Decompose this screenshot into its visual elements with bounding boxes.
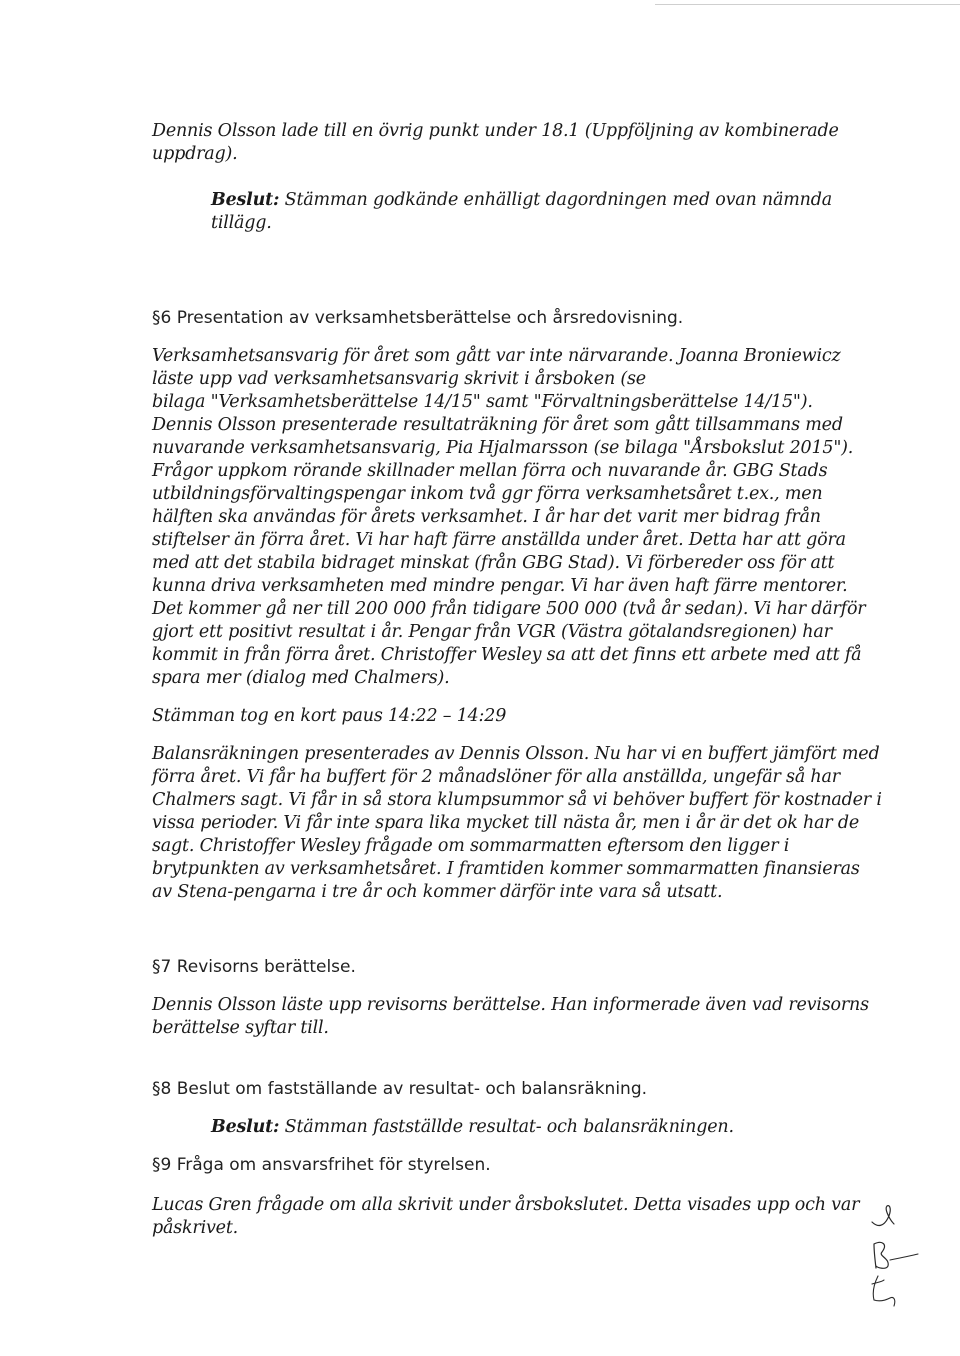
section-6-line: stiftelser än förra året. Vi har haft färre anställda under året. Detta har att göra xyxy=(152,530,846,550)
section-heading: §9 Fråga om ansvarsfrihet för styrelsen. xyxy=(152,1155,491,1175)
section-6-line: gjort ett positivt resultat i år. Pengar från VGR (Västra götalandsregionen) har xyxy=(152,622,832,642)
section-6-line: med att det stabila bidraget minskat (från GBG Stad). Vi förbereder oss för att xyxy=(152,553,835,573)
decision-line xyxy=(211,1116,734,1139)
balance-line: Chalmers sagt. Vi får in så stora klumpsummor så vi behöver buffert för kostnader i xyxy=(152,790,882,810)
section-6-line: Det kommer gå ner till 200 000 från tidigare 500 000 (två år sedan). Vi har därför xyxy=(152,599,866,619)
section-9-line: påskrivet. xyxy=(152,1218,239,1238)
decision-text: Stämman fastställde resultat- och balansräkningen. xyxy=(279,1117,734,1137)
section-heading: §8 Beslut om fastställande av resultat- och balansräkning. xyxy=(152,1079,648,1099)
section-6-line: utbildningsförvaltingspengar inkom två ggr förra verksamhetsåret t.ex., men xyxy=(152,484,823,504)
balance-line: brytpunkten av verksamhetsåret. I framtiden kommer sommarmatten finansieras xyxy=(152,859,860,879)
paragraph-line: Dennis Olsson lade till en övrig punkt under 18.1 (Uppföljning av kombinerade xyxy=(152,121,839,141)
handwritten-initials xyxy=(860,1200,920,1310)
paragraph-line: uppdrag). xyxy=(152,144,238,164)
section-6-line: bilaga "Verksamhetsberättelse 14/15" samt "Förvaltningsberättelse 14/15"). xyxy=(152,392,813,412)
section-7-line: Dennis Olsson läste upp revisorns berättelse. Han informerade även vad revisorns xyxy=(152,995,869,1015)
balance-line: sagt. Christoffer Wesley frågade om sommarmatten eftersom den ligger i xyxy=(152,836,790,856)
decision-label: Beslut: xyxy=(211,190,280,210)
section-6-line: Frågor uppkom rörande skillnader mellan förra och nuvarande år. GBG Stads xyxy=(152,461,828,481)
decision-line xyxy=(211,189,832,212)
decision-line: tillägg. xyxy=(211,213,272,233)
section-6-line: Dennis Olsson presenterade resultaträkning för året som gått tillsammans med xyxy=(152,415,843,435)
section-6-line: kunna driva verksamheten med mindre pengar. Vi har även haft färre mentorer. xyxy=(152,576,848,596)
decision-text: Stämman godkände enhälligt dagordningen med ovan nämnda xyxy=(279,190,832,210)
break-note: Stämman tog en kort paus 14:22 – 14:29 xyxy=(152,706,507,726)
section-6-line: spara mer (dialog med Chalmers). xyxy=(152,668,450,688)
section-6-line: Verksamhetsansvarig för året som gått var inte närvarande. Joanna Broniewicz xyxy=(152,346,841,366)
section-heading: §6 Presentation av verksamhetsberättelse och årsredovisning. xyxy=(152,308,684,328)
balance-line: vissa perioder. Vi får inte spara lika mycket till nästa år, men i år är det ok har de xyxy=(152,813,859,833)
balance-line: av Stena-pengarna i tre år och kommer därför inte vara så utsatt. xyxy=(152,882,723,902)
section-6-line: hälften ska användas för årets verksamhet. I år har det varit mer bidrag från xyxy=(152,507,821,527)
section-7-line: berättelse syftar till. xyxy=(152,1018,329,1038)
scan-edge-line xyxy=(655,4,960,5)
section-9-line: Lucas Gren frågade om alla skrivit under årsbokslutet. Detta visades upp och var xyxy=(152,1195,860,1215)
section-heading: §7 Revisorns berättelse. xyxy=(152,957,356,977)
section-6-line: nuvarande verksamhetsansvarig, Pia Hjalmarsson (se bilaga "Årsbokslut 2015"). xyxy=(152,438,854,458)
section-6-line: läste upp vad verksamhetsansvarig skrivit i årsboken (se xyxy=(152,369,646,389)
balance-line: förra året. Vi får ha buffert för 2 månadslöner för alla anställda, ungefär så har xyxy=(152,767,840,787)
section-6-line: kommit in från förra året. Christoffer Wesley sa att det finns ett arbete med att få xyxy=(152,645,862,665)
decision-label: Beslut: xyxy=(211,1117,280,1137)
balance-line: Balansräkningen presenterades av Dennis Olsson. Nu har vi en buffert jämfört med xyxy=(152,744,880,764)
